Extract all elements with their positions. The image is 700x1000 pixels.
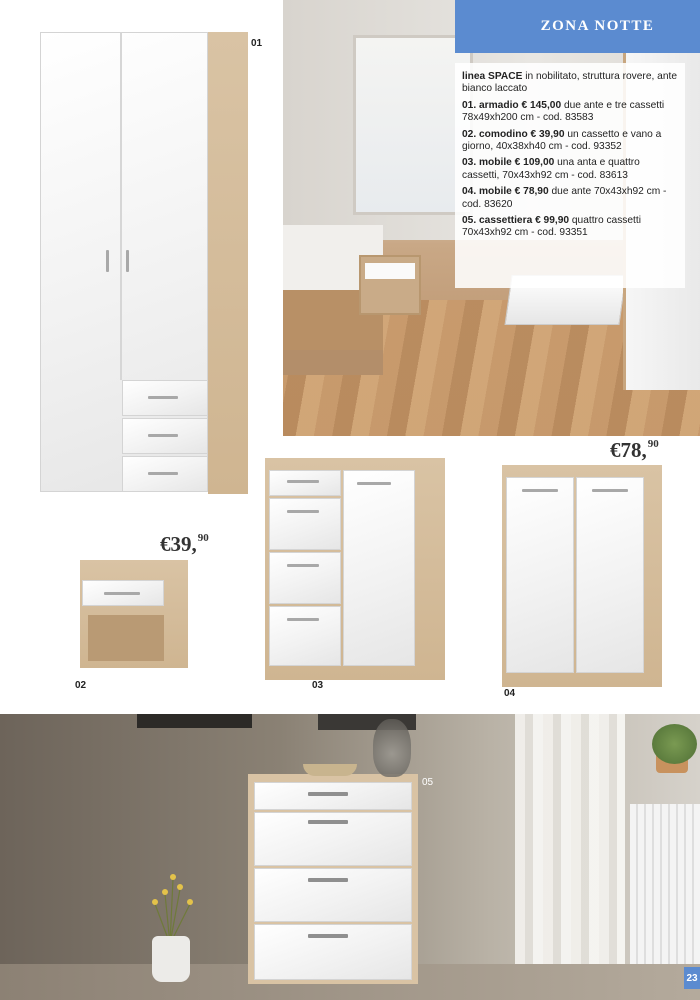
bowl: [303, 764, 357, 776]
product-details: due ante e tre cassetti 78x49xh200 cm - cod. 83583: [462, 99, 665, 124]
drawer-handle: [148, 396, 178, 399]
wall-picture: [137, 714, 252, 728]
drawer-handle: [287, 564, 319, 567]
product-details: una anta e quattro cassetti, 70x43xh92 cm - cod. 83613: [462, 157, 640, 181]
door-handle-left: [106, 250, 109, 272]
flowers-icon: [135, 864, 205, 944]
item-label-04: 04: [504, 688, 516, 699]
cabinet-03: [265, 458, 445, 680]
drawer-handle: [308, 934, 348, 938]
price-main: €78,: [610, 438, 647, 462]
line-material: in nobilitato, struttura rovere, ante bianco laccato: [462, 71, 677, 95]
page-number: 23: [684, 967, 700, 989]
wardrobe-01: [40, 32, 248, 495]
cabinet-drawer: [269, 470, 341, 496]
door-handle-right: [126, 250, 129, 272]
section-title: ZONA NOTTE: [540, 18, 655, 34]
door-handle: [522, 489, 558, 492]
drawer-handle: [287, 480, 319, 483]
door-handle: [592, 489, 628, 492]
door-split: [120, 32, 122, 380]
cabinet-door-left: [506, 477, 574, 673]
price-02: [160, 532, 209, 557]
drawer-handle: [104, 592, 140, 595]
product-details: due ante 70x43xh92 cm - cod. 83620: [462, 186, 667, 210]
glass-lamp: [373, 719, 411, 777]
cabinet-drawer: [269, 606, 341, 666]
product-title: 03. mobile € 109,00: [462, 157, 555, 169]
cabinet-04: [502, 465, 662, 687]
drawer-handle: [287, 618, 319, 621]
curtain: [515, 714, 625, 1000]
product-title: 05. cassettiera € 99,90: [462, 215, 570, 227]
product-details: quattro cassetti 70x43xh92 cm - cod. 93351: [462, 215, 641, 239]
chest-drawer: [254, 924, 412, 980]
room-nightstand: [359, 255, 421, 315]
section-header: [455, 0, 700, 53]
price-cents: 90: [197, 532, 209, 544]
description-panel: [455, 63, 685, 288]
price-cents: 90: [647, 438, 659, 450]
drawer-handle: [308, 878, 348, 882]
drawer-handle: [287, 510, 319, 513]
drawer-handle: [308, 792, 348, 796]
product-entry: [462, 129, 679, 154]
chest-05: [248, 774, 418, 984]
chest-drawer: [254, 782, 412, 810]
line-intro: [462, 71, 679, 96]
product-title: 04. mobile € 78,90: [462, 186, 549, 198]
drawer-handle: [148, 472, 178, 475]
wardrobe-side: [208, 32, 248, 494]
cabinet-drawer: [269, 498, 341, 550]
door-handle: [357, 482, 391, 485]
product-title: 01. armadio € 145,00: [462, 99, 562, 111]
chest-drawer: [254, 868, 412, 922]
nightstand-open-shelf: [88, 615, 164, 661]
price-04: [610, 438, 659, 463]
price-main: €39,: [160, 532, 197, 556]
product-entry: [462, 215, 679, 240]
product-details: un cassetto e vano a giorno, 40x38xh40 cm - cod. 93352: [462, 128, 662, 153]
cabinet-drawer: [269, 552, 341, 604]
item-label-05: 05: [422, 777, 434, 788]
chest-of-drawers-photo: [0, 714, 700, 1000]
jug-vase: [152, 936, 190, 982]
product-entry: [462, 100, 679, 125]
drawer-handle: [148, 434, 178, 437]
drawer-handle: [308, 820, 348, 824]
product-entry: [462, 157, 679, 182]
item-label-01: 01: [251, 38, 263, 49]
plant: [652, 724, 697, 764]
product-title: 02. comodino € 39,90: [462, 128, 565, 140]
item-label-02: 02: [75, 680, 87, 691]
line-name: linea SPACE: [462, 71, 523, 82]
nightstand-02: [80, 560, 188, 668]
item-label-03: 03: [312, 680, 324, 691]
cabinet-door: [343, 470, 415, 666]
product-entry: [462, 186, 679, 211]
cabinet-door-right: [576, 477, 644, 673]
